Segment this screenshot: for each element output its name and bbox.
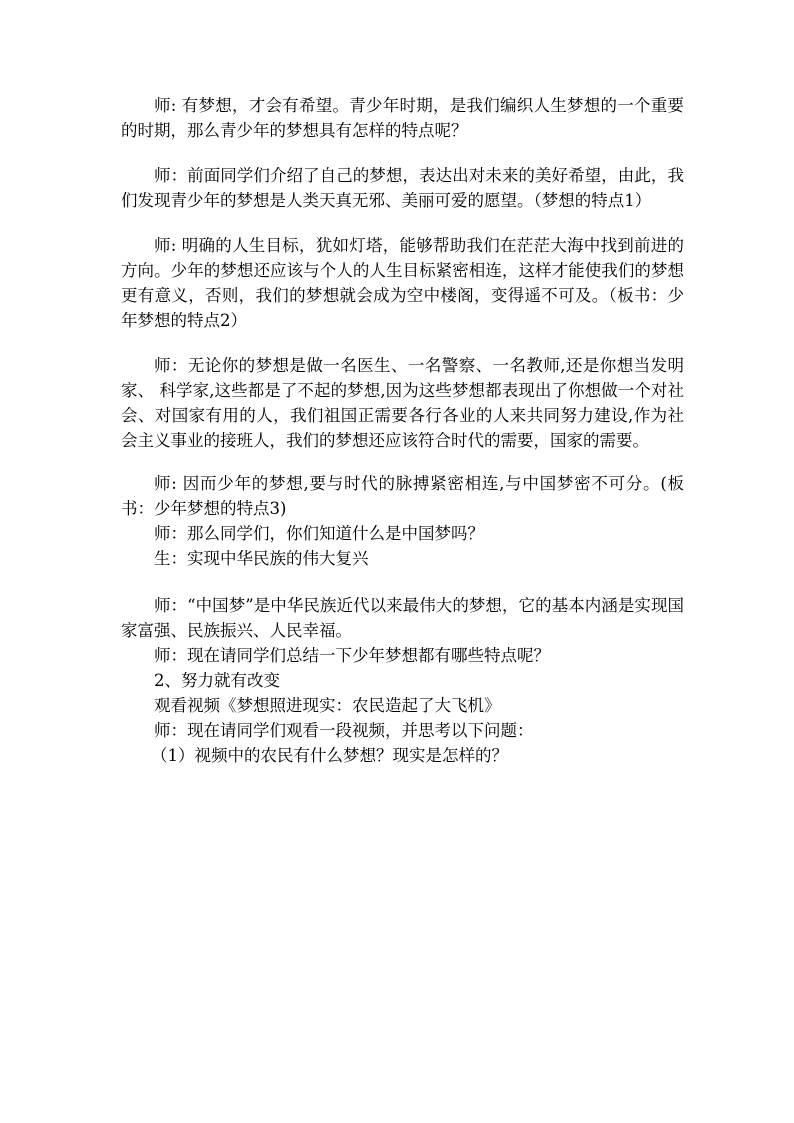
paragraph-china-dream-definition: 师：“中国梦”是中华民族近代以来最伟大的梦想，它的基本内涵是实现国家富强、民族振兴、人民幸福。 bbox=[121, 596, 684, 640]
paragraph-video-instruction: 师：现在请同学们观看一段视频，并思考以下问题： bbox=[154, 721, 534, 740]
paragraph-teacher-dream-hope: 师: 有梦想，才会有希望。青少年时期，是我们编织人生梦想的一个重要的时期，那么青少年的梦想具有怎样的特点呢？ bbox=[121, 96, 684, 140]
paragraph-question-1: （1）视频中的农民有什么梦想？现实是怎样的？ bbox=[151, 746, 508, 765]
paragraph-student-answer: 生：实现中华民族的伟大复兴 bbox=[154, 549, 369, 568]
section-heading-effort: 2、努力就有改变 bbox=[154, 671, 280, 690]
paragraph-question-china-dream: 师：那么同学们，你们知道什么是中国梦吗？ bbox=[154, 524, 484, 543]
paragraph-dream-feature-1: 师：前面同学们介绍了自己的梦想，表达出对未来的美好希望，由此，我们发现青少年的梦想是人类天真无邪、美丽可爱的愿望。（梦想的特点1） bbox=[121, 166, 684, 210]
paragraph-summary-question: 师：现在请同学们总结一下少年梦想都有哪些特点呢？ bbox=[154, 646, 550, 665]
paragraph-dream-feature-2: 师: 明确的人生目标，犹如灯塔，能够帮助我们在茫茫大海中找到前进的方向。少年的梦想还应该与个人的人生目标紧密相连，这样才能使我们的梦想更有意义，否则，我们的梦想就会成为空中楼阁，变得遥不可及。（板书：少年梦想的特点2） bbox=[121, 236, 684, 330]
paragraph-dream-feature-3: 师: 因而少年的梦想,要与时代的脉搏紧密相连,与中国梦密不可分。(板书：少年梦想的特点3) bbox=[121, 474, 684, 518]
paragraph-watch-video: 观看视频《梦想照进现实：农民造起了大飞机》 bbox=[154, 696, 501, 715]
paragraph-career-dreams: 师：无论你的梦想是做一名医生、一名警察、一名教师,还是你想当发明家、 科学家,这些都是了不起的梦想,因为这些梦想都表现出了你想做一个对社会、对国家有用的人，我们祖国正需要各行各业的人来共同努力建设,作为社会主义事业的接班人，我们的梦想还应该符合时代的需要，国家的需要。 bbox=[121, 356, 684, 450]
